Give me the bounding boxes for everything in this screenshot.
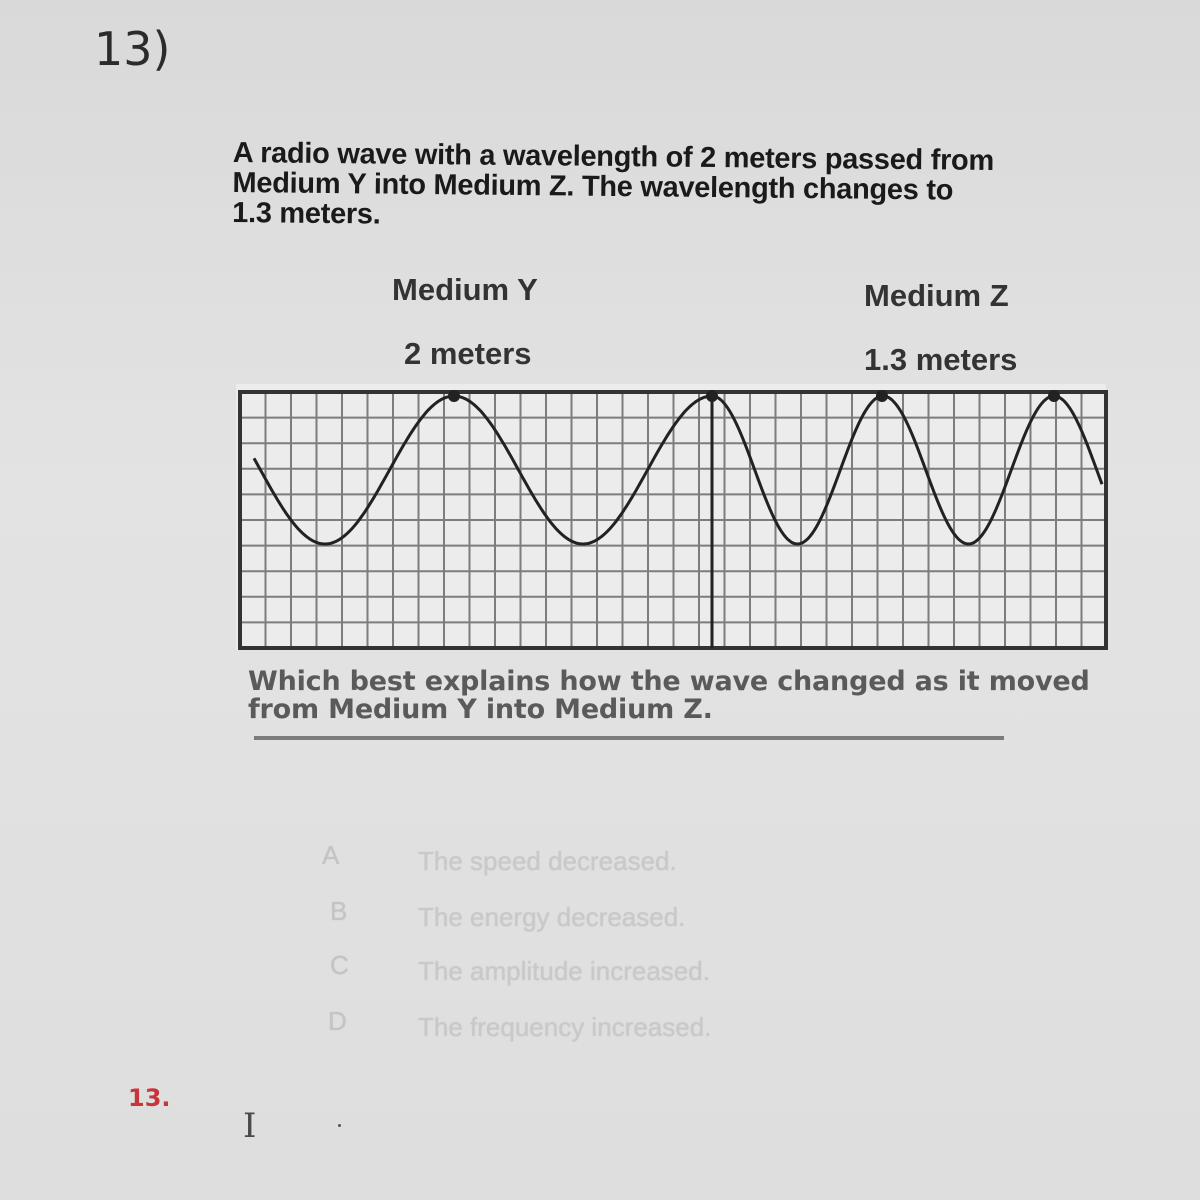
prompt-line: Medium Y into Medium Z. The wavelength changes to <box>232 166 954 207</box>
answer-number: 13. <box>128 1084 171 1112</box>
crest-dot-end <box>1048 390 1060 402</box>
stray-dot <box>338 1124 341 1127</box>
choice-b-text[interactable]: The energy decreased. <box>418 902 686 932</box>
choice-b-letter[interactable]: B <box>330 896 348 926</box>
question-prompt <box>232 138 1113 237</box>
choice-a-letter[interactable]: A <box>322 840 340 870</box>
prompt-line: 1.3 meters. <box>232 196 381 231</box>
question-number: 13) <box>94 22 171 76</box>
medium-z-label: Medium Z <box>864 278 1009 313</box>
medium-z-wavelength: 1.3 meters <box>864 342 1018 377</box>
choice-c-text[interactable]: The amplitude increased. <box>418 956 710 986</box>
medium-y-label: Medium Y <box>392 272 538 307</box>
wave-diagram <box>236 384 1112 654</box>
medium-y-wavelength: 2 meters <box>404 336 532 371</box>
text-cursor-icon[interactable]: I <box>243 1106 257 1146</box>
prompt-line: A radio wave with a wavelength of 2 meters passed from <box>232 137 995 177</box>
crest-dot-boundary <box>706 390 718 402</box>
ask-line: from Medium Y into Medium Z. <box>248 694 713 725</box>
question-ask <box>248 668 1108 724</box>
ask-line: Which best explains how the wave changed as it moved <box>248 666 1090 697</box>
crest-dot-medium-z <box>876 390 888 402</box>
answer-divider <box>254 736 1004 740</box>
choice-d-letter[interactable]: D <box>328 1006 347 1036</box>
choice-d-text[interactable]: The frequency increased. <box>418 1012 712 1042</box>
choice-a-text[interactable]: The speed decreased. <box>418 846 677 876</box>
crest-dot-medium-y <box>448 390 460 402</box>
choice-c-letter[interactable]: C <box>330 950 349 980</box>
